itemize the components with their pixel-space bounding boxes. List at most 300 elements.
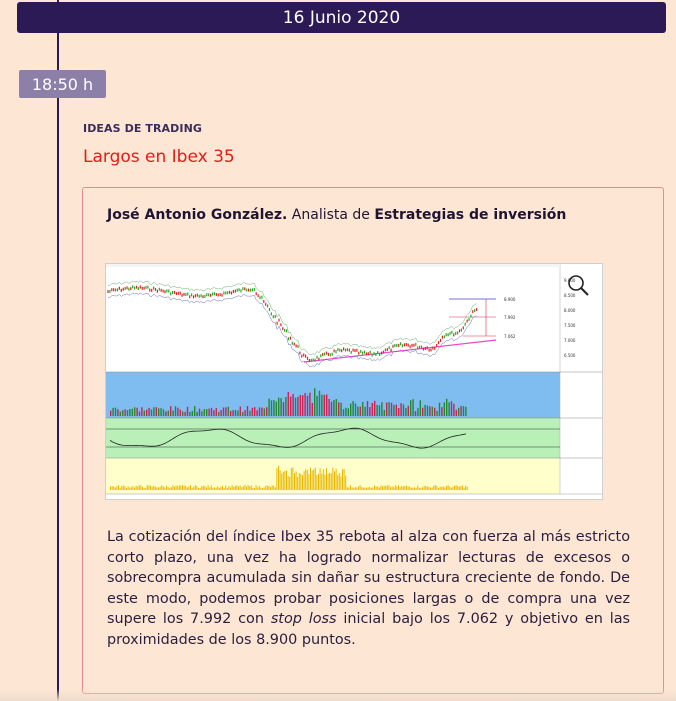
price-candle [269, 308, 270, 311]
price-candle [472, 310, 473, 313]
indicator-bar [177, 486, 178, 490]
volume-bar [240, 406, 241, 416]
price-candle [151, 289, 152, 292]
price-candle [189, 295, 190, 298]
body-text-part1: La cotización del índice Ibex 35 rebota al alza con fuerza al más estricto corto plazo, una vez ha logrado normalizar lecturas de excesos o sobrecompra acumulada sin dañar su estructura creciente de fondo. De este modo, podemos probar posiciones largas o de compra una vez supere los 7.992 con [107, 529, 630, 628]
indicator-bar [387, 486, 388, 490]
price-candle [290, 337, 291, 340]
volume-bar [132, 409, 133, 416]
level-label-stop: 7.062 [504, 334, 516, 339]
price-candle [134, 287, 135, 290]
volume-bar [441, 407, 442, 416]
price-candle [316, 356, 317, 359]
price-candle [326, 352, 327, 355]
indicator-bar [214, 487, 215, 490]
indicator-bar [329, 473, 330, 490]
indicator-bar [116, 486, 117, 490]
price-candle [210, 294, 211, 297]
indicator-bar [113, 486, 114, 490]
price-candle [421, 346, 422, 349]
price-candle [335, 350, 336, 353]
price-candle [126, 286, 127, 289]
volume-bar [367, 401, 368, 416]
price-candle [140, 286, 141, 289]
price-candle [125, 287, 126, 290]
price-candle [381, 352, 382, 355]
volume-bar [403, 404, 404, 416]
indicator-bar [174, 487, 175, 490]
indicator-bar [363, 488, 364, 490]
volume-bar [338, 402, 339, 416]
indicator-bar [276, 468, 277, 490]
price-candle [457, 331, 458, 334]
price-candle [233, 290, 234, 293]
price-candle [353, 349, 354, 352]
volume-bar [254, 407, 255, 416]
indicator-bar [409, 486, 410, 490]
indicator-bar [342, 469, 343, 490]
price-candle [206, 293, 207, 296]
volume-bar [139, 411, 140, 416]
price-candle [170, 292, 171, 295]
volume-bar [432, 407, 433, 416]
volume-bar [110, 411, 111, 416]
price-candle [248, 289, 249, 292]
volume-bar [381, 402, 382, 416]
indicator-bar [433, 486, 434, 490]
volume-bar [170, 406, 171, 416]
indicator-bar [457, 486, 458, 490]
price-candle [153, 287, 154, 290]
volume-bar [352, 401, 353, 416]
indicator-bar [158, 487, 159, 490]
price-candle [263, 300, 264, 303]
indicator-bar [280, 470, 281, 490]
price-scale-label: 7.000 [564, 338, 576, 343]
volume-bar [357, 406, 358, 416]
volume-bar [120, 412, 121, 416]
price-candle [147, 286, 148, 289]
volume-bar [400, 403, 401, 416]
indicator-bar [296, 472, 297, 490]
indicator-bar [235, 486, 236, 490]
volume-bar [336, 399, 337, 416]
price-candle [343, 347, 344, 350]
indicator-bar [336, 469, 337, 490]
indicator-bar [427, 487, 428, 490]
volume-bar [122, 410, 123, 416]
price-candle [430, 348, 431, 351]
indicator-bar [268, 486, 269, 490]
indicator-bar [422, 487, 423, 490]
indicator-bar [368, 487, 369, 490]
volume-bar [124, 409, 125, 416]
indicator-bar [115, 487, 116, 490]
volume-bar [196, 412, 197, 416]
price-candle [368, 352, 369, 355]
price-candle [278, 319, 279, 322]
price-candle [273, 315, 274, 318]
volume-bar [391, 403, 392, 416]
indicator-bar [376, 486, 377, 490]
price-candle [267, 304, 268, 307]
volume-bar [232, 410, 233, 416]
volume-bar [264, 408, 265, 416]
indicator-bar [246, 487, 247, 490]
indicator-bar [171, 487, 172, 490]
price-candle [413, 344, 414, 347]
price-candle [197, 294, 198, 297]
price-candle [136, 286, 137, 289]
price-candle [235, 290, 236, 293]
price-candle [389, 346, 390, 349]
indicator-bar [444, 487, 445, 490]
indicator-bar [179, 485, 180, 490]
indicator-bar [233, 487, 234, 490]
price-candle [202, 295, 203, 298]
price-candle [370, 351, 371, 354]
indicator-bar [456, 485, 457, 490]
indicator-bar [144, 488, 145, 490]
indicator-bar [243, 486, 244, 490]
price-candle [392, 345, 393, 348]
price-candle [465, 323, 466, 326]
volume-bar [451, 401, 452, 416]
indicator-bar [195, 485, 196, 490]
post-category[interactable]: IDEAS DE TRADING [83, 122, 203, 135]
price-candle [436, 344, 437, 347]
indicator-bar [313, 469, 314, 490]
indicator-bar [262, 488, 263, 490]
price-candle [419, 346, 420, 349]
price-candle [398, 344, 399, 347]
price-candle [385, 348, 386, 351]
indicator-bar [382, 486, 383, 490]
price-candle [142, 287, 143, 290]
post-title[interactable]: Largos en Ibex 35 [83, 147, 235, 167]
volume-bar [237, 411, 238, 416]
price-candle [448, 333, 449, 336]
price-candle [311, 359, 312, 362]
indicator-bar [419, 488, 420, 490]
volume-bar [285, 397, 286, 416]
indicator-bar [216, 488, 217, 490]
indicator-bar [219, 488, 220, 490]
indicator-bar [430, 488, 431, 490]
volume-bar [256, 410, 257, 416]
price-candle [130, 287, 131, 290]
price-candle [444, 335, 445, 338]
volume-bar [144, 411, 145, 416]
indicator-bar [238, 486, 239, 490]
price-candle [227, 291, 228, 294]
indicator-bar [328, 474, 329, 490]
indicator-bar [284, 471, 285, 490]
price-candle [427, 346, 428, 349]
price-candle [415, 343, 416, 346]
indicator-bar [414, 487, 415, 490]
volume-bar [319, 391, 320, 416]
volume-bar [180, 410, 181, 416]
price-candle [440, 339, 441, 342]
price-scale-label: 7.500 [564, 323, 576, 328]
price-candle [240, 289, 241, 292]
price-candle [256, 292, 257, 295]
price-candle [250, 289, 251, 292]
volume-bar [408, 406, 409, 416]
indicator-bar [432, 487, 433, 490]
indicator-bar [249, 486, 250, 490]
indicator-bar [436, 486, 437, 490]
volume-bar [355, 403, 356, 416]
price-candle [229, 291, 230, 294]
price-candle [453, 333, 454, 336]
price-candle [258, 294, 259, 297]
price-candle [216, 293, 217, 296]
volume-bar [168, 411, 169, 416]
volume-bar [151, 410, 152, 416]
volume-bar [424, 405, 425, 416]
indicator-bar [270, 487, 271, 490]
price-candle [163, 290, 164, 293]
price-candle [334, 349, 335, 352]
author-line [107, 207, 566, 223]
indicator-bar [404, 486, 405, 490]
indicator-bar [160, 487, 161, 490]
volume-bar [177, 408, 178, 416]
volume-bar [266, 407, 267, 416]
price-candle [265, 303, 266, 306]
volume-bar [446, 399, 447, 416]
price-candle [476, 308, 477, 311]
volume-bar [410, 400, 411, 416]
price-candle [375, 353, 376, 356]
indicator-bar [446, 486, 447, 490]
indicator-bar [352, 487, 353, 490]
indicator-bar [408, 487, 409, 490]
indicator-bar [182, 485, 183, 490]
indicator-bar [110, 487, 111, 490]
indicator-bar [212, 488, 213, 490]
indicator-bar [192, 488, 193, 490]
indicator-bar [435, 485, 436, 490]
price-candle [176, 292, 177, 295]
price-candle [223, 291, 224, 294]
indicator-bar [283, 472, 284, 490]
price-candle [309, 359, 310, 362]
indicator-bar [396, 487, 397, 490]
price-candle [404, 343, 405, 346]
price-candle [220, 293, 221, 296]
price-candle [362, 352, 363, 355]
indicator-bar [425, 486, 426, 490]
volume-bar [456, 410, 457, 416]
volume-bar [165, 411, 166, 416]
indicator-bar [323, 469, 324, 490]
indicator-bar [131, 487, 132, 490]
volume-bar [146, 410, 147, 416]
volume-bar [321, 395, 322, 416]
volume-bar [208, 409, 209, 416]
indicator-bar [441, 487, 442, 490]
indicator-bar [118, 485, 119, 490]
price-candle [411, 344, 412, 347]
volume-bar [328, 399, 329, 416]
author-role: Estrategias de inversión [374, 207, 567, 223]
volume-bar [343, 409, 344, 416]
indicator-bar [145, 488, 146, 490]
indicator-bar [248, 485, 249, 490]
volume-bar [158, 408, 159, 416]
price-candle [383, 351, 384, 354]
indicator-bar [120, 488, 121, 490]
indicator-bar [259, 486, 260, 490]
indicator-bar [420, 488, 421, 490]
volume-bar [415, 411, 416, 416]
volume-bar [136, 408, 137, 416]
indicator-bar [364, 488, 365, 490]
indicator-bar [241, 487, 242, 490]
volume-bar [302, 395, 303, 416]
indicator-bar [142, 487, 143, 490]
price-candle [172, 291, 173, 294]
indicator-bar [318, 474, 319, 490]
price-candle [149, 289, 150, 292]
volume-bar [398, 408, 399, 416]
volume-bar [268, 399, 269, 416]
volume-bar [393, 405, 394, 416]
chart-graphic [106, 264, 602, 499]
indicator-bar [398, 485, 399, 490]
volume-bar [427, 406, 428, 416]
price-candle [166, 289, 167, 292]
indicator-bar [129, 488, 130, 490]
price-candle [313, 358, 314, 361]
indicator-bar [128, 486, 129, 490]
indicator-bar [152, 487, 153, 490]
indicator-bar [353, 488, 354, 490]
indicator-bar [220, 487, 221, 490]
indicator-bar [187, 487, 188, 490]
price-candle [201, 294, 202, 297]
indicator-bar [281, 474, 282, 490]
volume-bar [444, 402, 445, 416]
price-candle [324, 353, 325, 356]
indicator-bar [360, 485, 361, 490]
indicator-bar [337, 475, 338, 490]
volume-bar [172, 411, 173, 416]
price-candle [337, 348, 338, 351]
volume-bar [213, 410, 214, 416]
volume-bar [201, 411, 202, 416]
volume-bar [360, 407, 361, 416]
indicator-bar [273, 486, 274, 490]
indicator-bar [140, 485, 141, 490]
price-scale-label: 8.000 [564, 308, 576, 313]
indicator-bar [324, 475, 325, 490]
price-candle [242, 287, 243, 290]
price-candle [225, 291, 226, 294]
price-candle [296, 344, 297, 347]
volume-bar [388, 402, 389, 416]
price-candle [109, 290, 110, 293]
indicator-bar [392, 486, 393, 490]
price-candle [470, 315, 471, 318]
price-candle [113, 288, 114, 291]
indicator-bar [180, 485, 181, 490]
price-candle [303, 353, 304, 356]
price-candle [410, 345, 411, 348]
volume-bar [252, 408, 253, 416]
indicator-bar [164, 488, 165, 490]
indicator-bar [355, 487, 356, 490]
price-candle [239, 288, 240, 291]
indicator-bar [305, 469, 306, 490]
indicator-bar [321, 474, 322, 490]
indicator-bar [161, 485, 162, 490]
price-candle [277, 322, 278, 325]
price-candle [354, 349, 355, 352]
volume-bar [220, 410, 221, 416]
indicator-bar [464, 488, 465, 490]
date-label: 16 Junio 2020 [282, 7, 401, 28]
price-candle [259, 296, 260, 299]
indicator-bar [206, 487, 207, 490]
indicator-bar [320, 468, 321, 490]
volume-bar [192, 411, 193, 416]
price-candle [455, 332, 456, 335]
volume-bar [211, 408, 212, 416]
indicator-bar [345, 476, 346, 490]
price-candle [328, 353, 329, 356]
price-candle [467, 320, 468, 323]
price-candle [111, 288, 112, 291]
volume-bar [312, 403, 313, 416]
volume-bar [290, 397, 291, 416]
price-candle [254, 288, 255, 291]
volume-bar [420, 400, 421, 416]
indicator-bar [112, 486, 113, 490]
price-candle [155, 288, 156, 291]
volume-bar [129, 409, 130, 416]
chart-image[interactable] [105, 263, 603, 500]
volume-bar [434, 408, 435, 416]
price-candle [294, 343, 295, 346]
indicator-bar [188, 486, 189, 490]
price-candle [356, 349, 357, 352]
indicator-bar [374, 485, 375, 490]
volume-bar [187, 407, 188, 416]
indicator-bar [232, 485, 233, 490]
price-candle [204, 295, 205, 298]
indicator-bar [400, 487, 401, 490]
indicator-bar [153, 486, 154, 490]
price-candle [121, 289, 122, 292]
indicator-bar [366, 488, 367, 490]
price-candle [297, 345, 298, 348]
price-candle [180, 292, 181, 295]
indicator-bar [416, 488, 417, 490]
indicator-bar [452, 487, 453, 490]
indicator-bar [356, 488, 357, 490]
price-candle [208, 293, 209, 296]
price-candle [275, 315, 276, 318]
indicator-bar [286, 471, 287, 490]
price-candle [345, 349, 346, 352]
indicator-bar [462, 486, 463, 490]
indicator-bar [156, 487, 157, 490]
volume-bar [117, 409, 118, 416]
